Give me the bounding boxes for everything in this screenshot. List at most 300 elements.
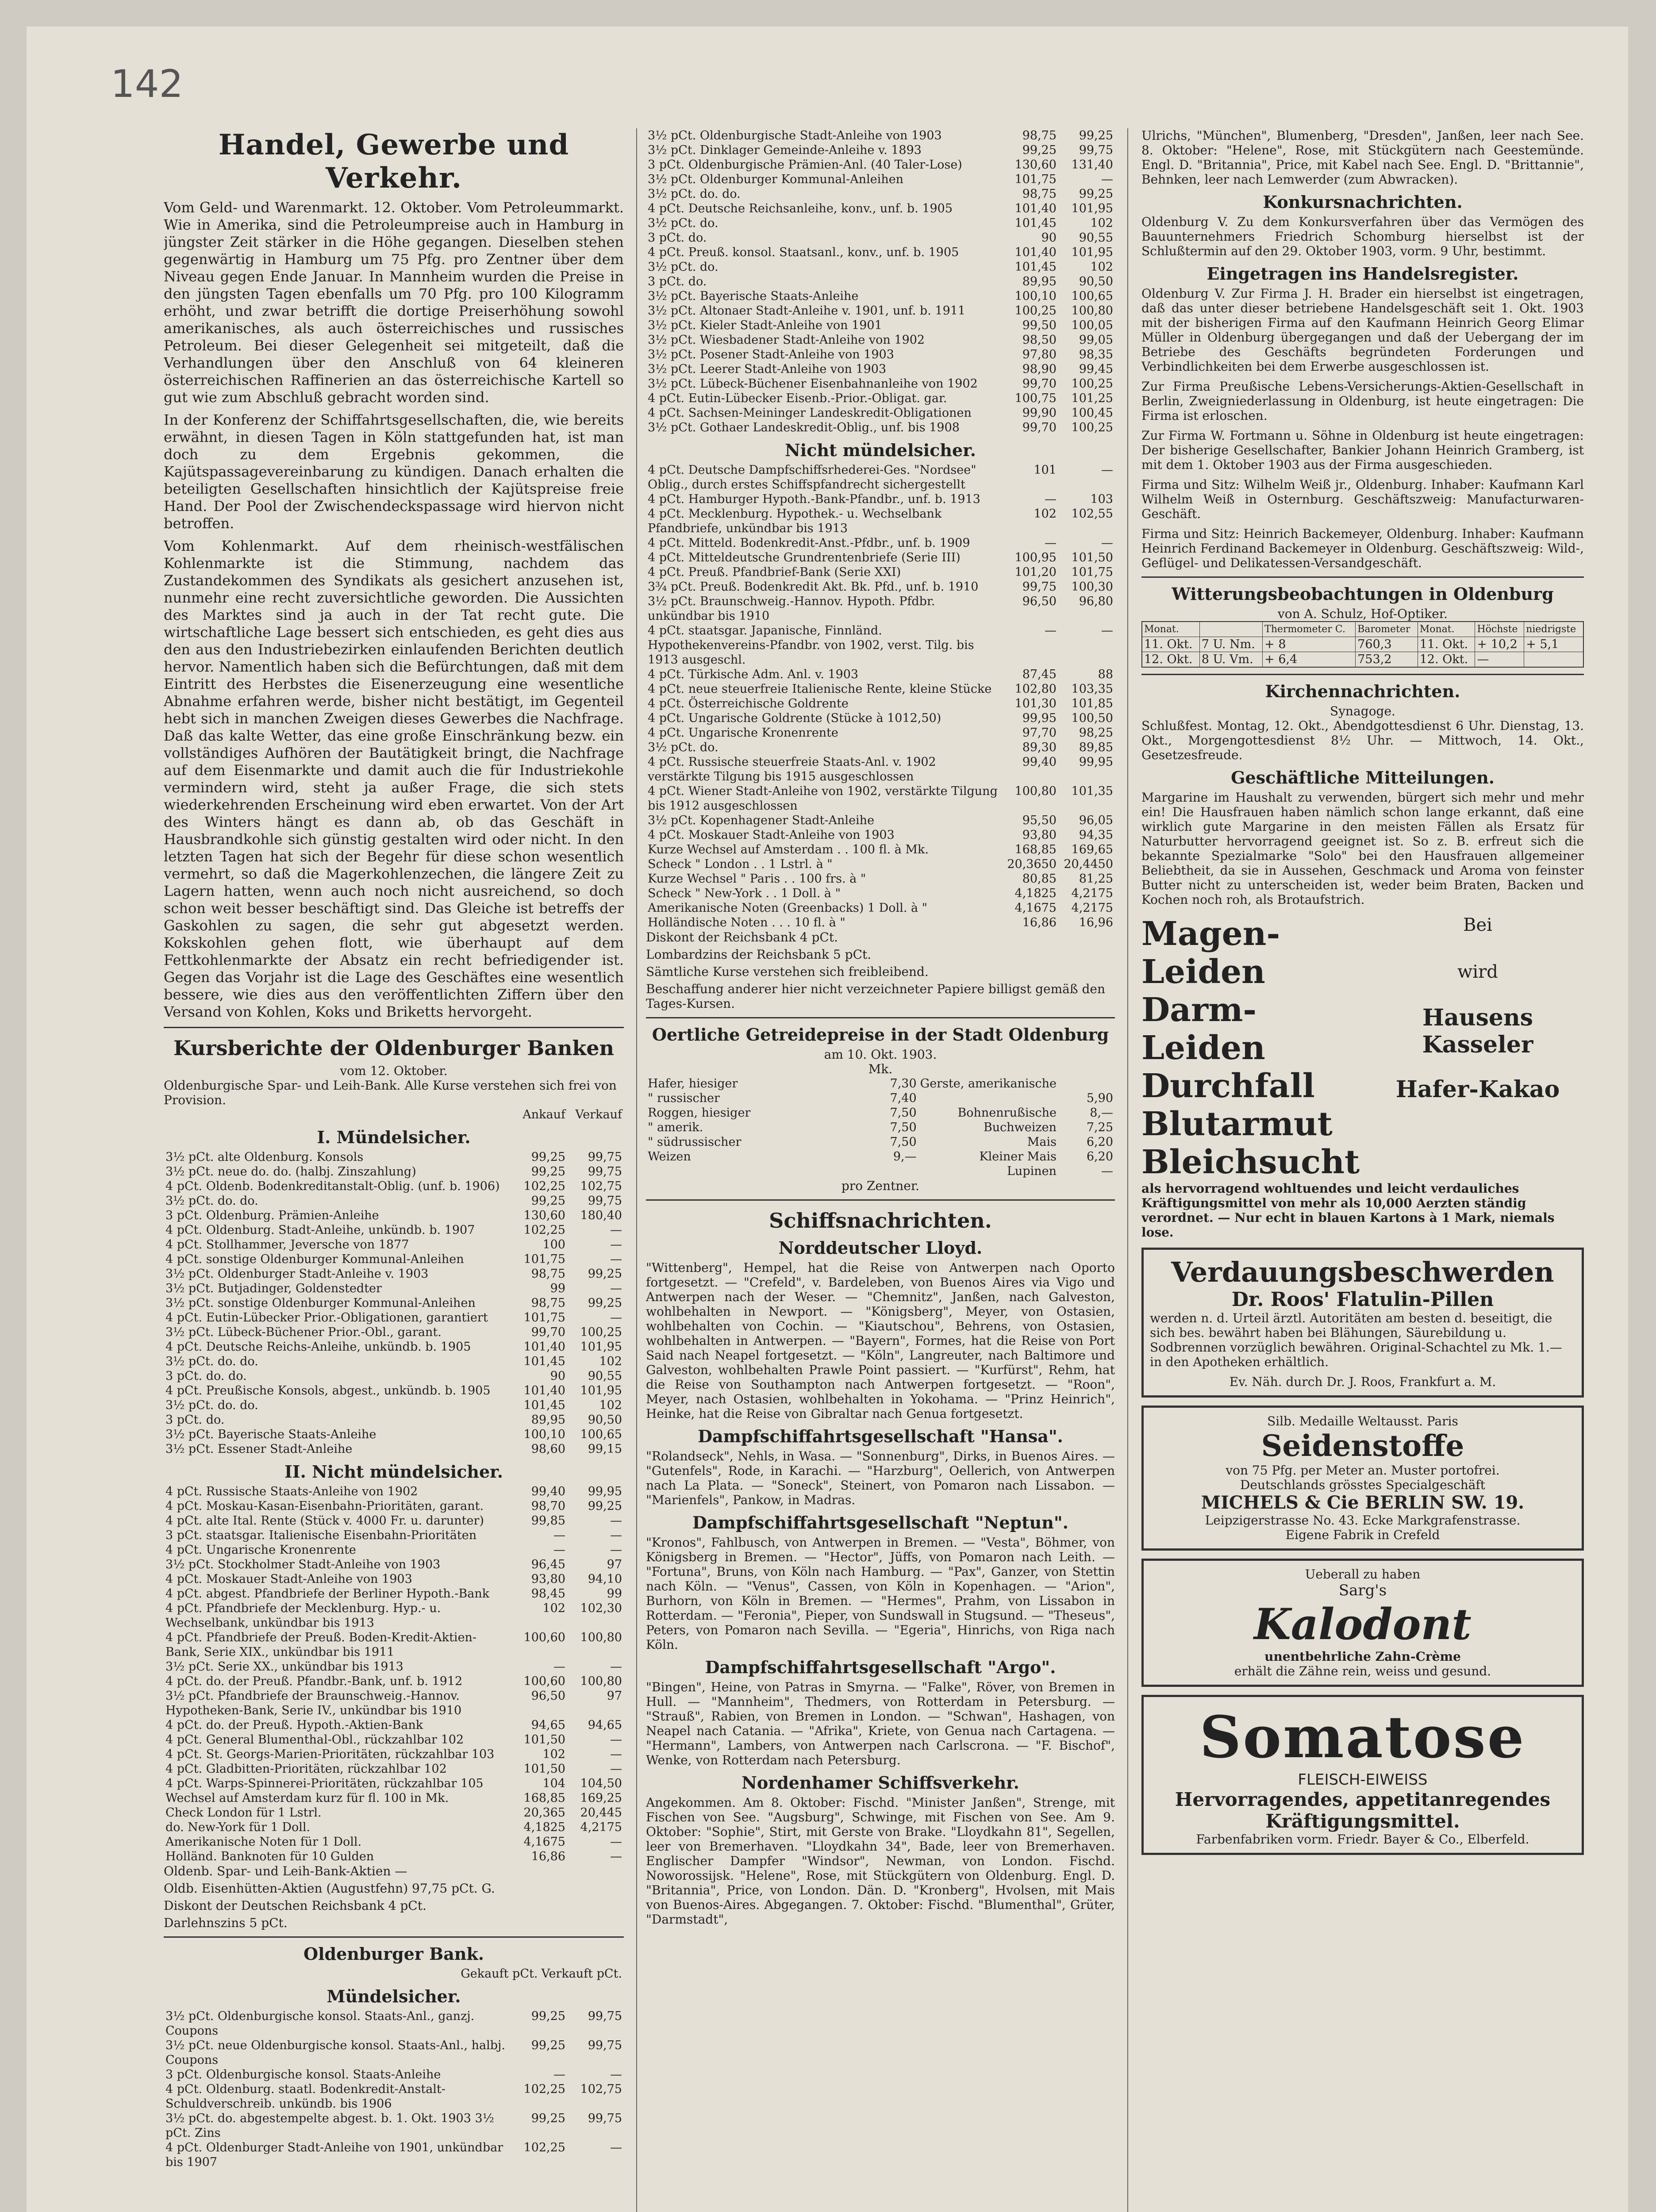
row-value: 100,80: [580, 1674, 622, 1688]
table-row: [164, 1398, 624, 1413]
table-row: [646, 1149, 1115, 1164]
row-label: 3½ pCt. Leerer Stadt-Anleihe von 1903: [648, 362, 887, 376]
row-label: 3½ pCt. Posener Stadt-Anleihe von 1903: [648, 348, 894, 361]
row-label: 4 pCt. General Blumenthal-Obl., rückzahlbar 102: [165, 1733, 464, 1747]
ad-flatulin: [1141, 1248, 1584, 1398]
row-label: 4 pCt. Moskau-Kasan-Eisenbahn-Prioritäten, garant.: [165, 1499, 484, 1513]
weather-row: [1142, 652, 1583, 668]
row-value: 6,20: [1086, 1135, 1113, 1149]
row-label: 3½ pCt. Gothaer Landeskredit-Oblig., unf. bis 1908: [648, 421, 960, 434]
kurs-section: I. Mündelsicher.: [317, 1127, 471, 1147]
divider: [646, 1017, 1115, 1018]
ad1-disease: Bleichsucht: [1141, 1143, 1360, 1181]
ad3-price: von 75 Pfg. per Meter an. Muster portofrei.: [1226, 1463, 1500, 1478]
weather-cell: —: [1475, 652, 1524, 668]
row-label: 4 pCt. Eutin-Lübecker Eisenb.-Prior.-Obligat. gar.: [648, 392, 947, 405]
row-value: 99,95: [1022, 711, 1057, 725]
row-value: Buchweizen: [983, 1121, 1057, 1134]
row-value: [918, 1091, 1058, 1106]
table-row: [164, 1659, 624, 1674]
row-value: —: [610, 1528, 622, 1542]
table-row: [164, 1499, 624, 1513]
table-row: [646, 318, 1115, 333]
table-row: [646, 303, 1115, 318]
row-value: 99,95: [1079, 755, 1113, 769]
column-1: [164, 128, 624, 2170]
ad5-name: Somatose: [1199, 1703, 1526, 1771]
row-value: [1058, 1076, 1115, 1091]
weather-cell: 11. Okt.: [1418, 637, 1475, 652]
ad4-sargs: Sarg's: [1338, 1582, 1387, 1599]
row-value: 94,65: [588, 1718, 622, 1732]
row-label: Weizen: [648, 1150, 691, 1164]
row-value: 101,40: [523, 1384, 565, 1398]
ad2-title: Verdauungsbeschwerden: [1171, 1256, 1554, 1288]
row-value: 98,75: [531, 1267, 565, 1281]
row-value: 101,50: [523, 1733, 565, 1747]
newspaper-page: [27, 27, 1628, 2212]
table-row: [164, 1208, 624, 1223]
row-value: 93,80: [531, 1572, 565, 1586]
row-label: 4 pCt. St. Georgs-Marien-Prioritäten, rückzahlbar 103: [165, 1747, 495, 1761]
table-row: [164, 2111, 624, 2140]
ship-block-text: "Wittenberg", Hempel, hat die Reise von Antwerpen nach Oporto fortgesetzt. — "Crefeld", v. Bardeleben, von Buenos Aires via Vigo und Antwerpen nach der Weser. — "Chemnitz", Janßen, nach Galveston, wohlbehalten in Newport. — "Königsberg", Meyer, von Ostasien, wohlbehalten von Cochin. — "Kiautschou", Behrens, von Ostasien, wohlbehalten in Antwerpen. — "Bayern", Formes, hat die Reise von Port Said nach Neapel fortgesetzt. — "Köln", Langreuter, nach Baltimore und Galveston, wohlbehalten Prawle Point passiert. — "Kurfürst", Rehm, hat die Reise von Southampton nach Antwerpen fortgesetzt. — "Roon", Meyer, nach Ostasien, wohlbehalten in Yokohama. — "Prinz Heinrich", Heinke, hat die Reise von Gibraltar nach Genua fortgesetzt.: [646, 1260, 1115, 1421]
table-row: [646, 201, 1115, 216]
row-value: —: [553, 2068, 565, 2081]
row-value: 99,25: [531, 2112, 565, 2125]
row-label: 4 pCt. Ungarische Goldrente (Stücke à 1012,50): [648, 711, 941, 725]
row-label: 3½ pCt. Oldenburger Stadt-Anleihe v. 1903: [165, 1267, 429, 1281]
row-value: 98,50: [1022, 333, 1057, 347]
table-row: [646, 143, 1115, 157]
fx-notes: [646, 930, 1115, 1011]
konkurs-title: Konkursnachrichten.: [1263, 192, 1463, 212]
row-value: 20,4450: [1064, 857, 1113, 871]
ad5-sub: FLEISCH-EIWEISS: [1298, 1771, 1428, 1789]
row-label: 3½ pCt. do.: [648, 216, 718, 230]
row-value: 101,45: [523, 1398, 565, 1412]
grain-table: [646, 1076, 1115, 1179]
table-row: [646, 667, 1115, 682]
row-label: 3½ pCt. Kieler Stadt-Anleihe von 1901: [648, 319, 882, 332]
row-value: —: [1045, 624, 1057, 637]
note-line: Oldb. Eisenhütten-Aktien (Augustfehn) 97,75 pCt. G.: [164, 1881, 495, 1896]
row-value: 100,60: [523, 1631, 565, 1644]
row-label: 3 pCt. Oldenburg. Prämien-Anleihe: [165, 1209, 379, 1222]
row-value: 99,25: [1022, 143, 1057, 157]
row-value: 101,95: [1071, 202, 1113, 215]
row-value: 100,05: [1071, 319, 1113, 332]
row-value: 180,40: [580, 1209, 622, 1222]
row-value: 8,—: [1090, 1106, 1113, 1120]
table-row: [164, 1601, 624, 1630]
ad4-top: Ueberall zu haben: [1305, 1567, 1421, 1582]
row-value: 103: [1090, 492, 1113, 506]
weather-cell: + 6,4: [1263, 652, 1356, 668]
row-label: 3½ pCt. do. do.: [165, 1398, 258, 1412]
weather-head: niedrigste: [1524, 622, 1583, 637]
row-value: 101,45: [1014, 216, 1057, 230]
konkurs-text: Oldenburg V. Zu dem Konkursverfahren über das Vermögen des Bauunternehmers Friedrich Schomburg hierselbst ist der Schlußtermin auf den 29. Oktober 1903, vorm. 9 Uhr, bestimmt.: [1141, 215, 1584, 258]
row-value: —: [610, 2141, 622, 2154]
row-value: 98,90: [1022, 362, 1057, 376]
row-value: 100,10: [523, 1428, 565, 1441]
weather-cell: 12. Okt.: [1142, 652, 1199, 668]
table-row: [164, 1413, 624, 1427]
row-label: 4 pCt. Wiener Stadt-Anleihe von 1902, verstärkte Tilgung bis 1912 ausgeschlossen: [648, 784, 998, 813]
page-number: 142: [111, 62, 184, 106]
row-label: 3½ pCt. neue Oldenburgische konsol. Staats-Anl., halbj. Coupons: [165, 2039, 505, 2067]
row-value: 97,70: [1022, 726, 1057, 740]
row-value: 90: [550, 1369, 565, 1383]
handelsreg-title: Eingetragen ins Handelsregister.: [1206, 264, 1519, 284]
table-row: [164, 1674, 624, 1689]
row-value: 130,60: [1014, 158, 1057, 172]
row-label: 4 pCt. Österreichische Goldrente: [648, 697, 849, 710]
row-value: 99,75: [588, 1194, 622, 1208]
row-value: —: [1101, 1164, 1113, 1178]
divider: [1141, 674, 1584, 675]
weather-sub: von A. Schulz, Hof-Optiker.: [1277, 607, 1448, 621]
ad1-disease: Magen-Leiden: [1141, 915, 1280, 991]
note-line: Diskont der Deutschen Reichsbank 4 pCt.: [164, 1898, 426, 1913]
row-value: 20,445: [580, 1806, 622, 1820]
row-label: 3 pCt. do.: [648, 275, 707, 288]
ad4-text1: unentbehrliche Zahn-Crème: [1264, 1649, 1461, 1664]
weather-cell: 760,3: [1356, 637, 1418, 652]
row-value: 168,85: [523, 1791, 565, 1805]
table-row: [646, 128, 1115, 143]
row-value: 99,25: [531, 2009, 565, 2023]
row-value: 100,95: [1014, 551, 1057, 565]
row-value: 101,95: [580, 1384, 622, 1398]
row-label: 4 pCt. Warps-Spinnerei-Prioritäten, rückzahlbar 105: [165, 1777, 484, 1790]
row-value: 88: [1098, 668, 1113, 681]
row-value: 102,75: [580, 2082, 622, 2096]
row-value: 90,50: [588, 1413, 622, 1427]
row-value: 97: [607, 1558, 622, 1571]
row-value: —: [610, 1252, 622, 1266]
divider: [646, 1199, 1115, 1201]
kurs-title: Kursberichte der Oldenburger Banken: [173, 1036, 614, 1060]
table-row: [164, 1572, 624, 1586]
row-value: 99,95: [588, 1485, 622, 1498]
row-value: 99,25: [588, 1499, 622, 1513]
row-value: 99,50: [1022, 319, 1057, 332]
row-value: 99,25: [531, 2039, 565, 2052]
row-label: 3½ pCt. Oldenburgische konsol. Staats-Anl., ganzj. Coupons: [165, 2009, 475, 2038]
row-value: 16,86: [531, 1850, 565, 1863]
table-row: [164, 2038, 624, 2067]
table-row: [646, 813, 1115, 828]
ad3-company: Deutschlands grösstes Specialgeschäft: [1240, 1478, 1486, 1492]
row-label: 4 pCt. Russische Staats-Anleihe von 1902: [165, 1485, 418, 1498]
weather-head: Monat.: [1418, 622, 1475, 637]
row-value: 4,2175: [1071, 887, 1113, 900]
row-value: 20,365: [523, 1806, 565, 1820]
kurs-rows-top: [646, 128, 1115, 435]
note-line: Darlehnszins 5 pCt.: [164, 1916, 288, 1930]
table-row: [164, 1586, 624, 1601]
row-value: 99,25: [588, 1267, 622, 1281]
row-value: —: [610, 1514, 622, 1528]
row-label: 3 pCt. do.: [165, 1413, 225, 1427]
row-label: 4 pCt. do. der Preuß. Hypoth.-Aktien-Bank: [165, 1718, 423, 1732]
row-value: 96,80: [1079, 595, 1113, 608]
row-value: 98,25: [1079, 726, 1113, 740]
table-row: [164, 1150, 624, 1164]
row-label: Kurze Wechsel " Paris . . 100 frs. à ": [648, 872, 866, 886]
table-row: [646, 857, 1115, 872]
table-row: [164, 1252, 624, 1267]
table-row: [164, 1747, 624, 1762]
note-line: Beschaffung anderer hier nicht verzeichneter Papiere billigst gemäß den Tages-Kursen.: [646, 982, 1105, 1011]
row-value: 104,50: [580, 1777, 622, 1790]
row-value: 102: [542, 1747, 565, 1761]
row-value: 5,90: [1086, 1091, 1113, 1105]
row-value: 101,30: [1014, 697, 1057, 710]
col-head: Ankauf: [523, 1108, 565, 1121]
row-label: Hafer, hiesiger: [648, 1077, 738, 1091]
row-value: 101,75: [1014, 173, 1057, 186]
row-value: 102,55: [1071, 507, 1113, 521]
weather-table: [1141, 621, 1584, 668]
column-rule: [636, 128, 637, 2212]
note-line: Lombardzins der Reichsbank 5 pCt.: [646, 947, 872, 962]
row-label: 3½ pCt. do.: [648, 741, 718, 754]
table-row: [164, 1325, 624, 1340]
row-value: 101,40: [1014, 202, 1057, 215]
row-value: —: [610, 1660, 622, 1674]
row-label: 3 pCt. do. do.: [165, 1369, 247, 1383]
table-row: [164, 1267, 624, 1281]
kirchen-text: Schlußfest. Montag, 12. Okt., Abendgottesdienst 6 Uhr. Dienstag, 13. Okt., Morgengottesdienst 8½ Uhr. — Mittwoch, 14. Okt., Gesetzesfreude.: [1141, 718, 1584, 762]
row-value: —: [1101, 463, 1113, 477]
row-value: —: [1101, 624, 1113, 637]
ship-block-head: Norddeutscher Lloyd.: [778, 1238, 983, 1258]
handelsreg-entry: Oldenburg V. Zur Firma J. H. Brader ein hierselbst ist eingetragen, daß das unter dieser betriebene Handelsgeschäft seit 1. Okt. 1903 mit der bisherigen Firma auf den Kaufmann Heinrich Georg Elimar Müller in Oldenburg übergegangen und daß der Uebergang der im Betriebe des Geschäfts begründeten Forderungen und Verbindlichkeiten bei dem Erwerbe ausgeschlossen ist.: [1141, 286, 1584, 374]
divider: [1141, 576, 1584, 578]
table-row: [646, 842, 1115, 857]
table-row: [646, 1076, 1115, 1091]
row-value: 9,—: [893, 1150, 917, 1164]
row-value: 90,55: [1079, 231, 1113, 245]
row-value: 100,25: [1071, 421, 1113, 434]
row-value: 4,1675: [523, 1835, 565, 1849]
grain-unit: Mk.: [868, 1062, 893, 1076]
ad1-disease: Blutarmut: [1141, 1105, 1333, 1143]
row-value: 101,45: [1014, 260, 1057, 274]
table-row: [646, 507, 1115, 536]
row-value: 102,75: [580, 1179, 622, 1193]
table-row: [164, 1427, 624, 1442]
row-value: 4,1675: [1014, 901, 1057, 915]
gesch-title: Geschäftliche Mitteilungen.: [1231, 768, 1495, 787]
row-value: 4,1825: [1014, 887, 1057, 900]
ad-seidenstoffe: [1141, 1406, 1584, 1551]
table-row: [646, 187, 1115, 201]
row-label: 4 pCt. Deutsche Reichsanleihe, konv., unf. b. 1905: [648, 202, 953, 215]
row-value: 94,65: [531, 1718, 565, 1732]
table-row: [646, 755, 1115, 784]
row-value: 7,50: [890, 1135, 917, 1149]
table-row: [164, 1354, 624, 1369]
row-value: 98,60: [531, 1442, 565, 1456]
row-label: 4 pCt. Gladbitten-Prioritäten, rückzahlbar 102: [165, 1762, 447, 1776]
row-value: 89,85: [1079, 741, 1113, 754]
ship-title: Schiffsnachrichten.: [769, 1209, 992, 1233]
table-row: [646, 682, 1115, 696]
row-value: 98,35: [1079, 348, 1113, 361]
row-value: —: [610, 2068, 622, 2081]
row-label: 3¾ pCt. Preuß. Bodenkredit Akt. Bk. Pfd., unf. b. 1910: [648, 580, 979, 594]
table-row: [646, 740, 1115, 755]
row-value: 96,45: [531, 1558, 565, 1571]
table-row: [164, 1484, 624, 1499]
table-row: [164, 1513, 624, 1528]
row-value: 101: [1034, 463, 1057, 477]
table-row: [646, 726, 1115, 740]
row-label: 4 pCt. Deutsche Dampfschiffsrhederei-Ges. "Nordsee" Oblig., durch erstes Schiffspfandrecht sichergestellt: [648, 463, 976, 492]
row-value: 100: [542, 1238, 565, 1252]
kurs-section: Nicht mündelsicher.: [785, 440, 976, 460]
row-label: 4 pCt. staatsgar. Japanische, Finnländ. Hypothekenvereins-Pfandbr. von 1902, verst. Tilg. bis 1913 ausgeschl.: [648, 624, 974, 667]
row-value: 101,40: [523, 1340, 565, 1354]
note-line: Diskont der Reichsbank 4 pCt.: [646, 930, 838, 945]
weather-head: Thermometer C.: [1263, 622, 1356, 637]
row-label: 4 pCt. abgest. Pfandbriefe der Berliner Hypoth.-Bank: [165, 1587, 490, 1601]
row-label: 3½ pCt. Essener Stadt-Anleihe: [165, 1442, 353, 1456]
ad2-text: werden n. d. Urteil ärztl. Autoritäten am besten d. beseitigt, die sich bes. bewährt haben bei Blähungen, Säurebildung u. Sodbrennen vorzüglich bewähren. Original-Schachtel zu Mk. 1.— in den Apotheken erhältlich.: [1150, 1311, 1562, 1369]
table-row: [646, 245, 1115, 260]
row-label: 3 pCt. do.: [648, 231, 707, 245]
row-label: 3½ pCt. Butjadinger, Goldenstedter: [165, 1282, 382, 1295]
ship-block-head: Dampfschiffahrtsgesellschaft "Argo".: [705, 1657, 1056, 1677]
row-value: 99,90: [1022, 406, 1057, 420]
table-row: [164, 1557, 624, 1572]
kurs-rows-fx: [646, 842, 1115, 930]
row-value: 102,30: [580, 1601, 622, 1615]
table-row: [646, 362, 1115, 376]
row-value: 130,60: [523, 1209, 565, 1222]
row-value: 102: [1090, 260, 1113, 274]
table-row: [646, 784, 1115, 813]
table-row: [646, 550, 1115, 565]
kurs-rows-1: [164, 1150, 624, 1456]
row-label: 3½ pCt. Oldenburgische Stadt-Anleihe von 1903: [648, 129, 942, 142]
row-label: Kurze Wechsel auf Amsterdam . . 100 fl. à Mk.: [648, 843, 929, 856]
table-row: [164, 1689, 624, 1718]
row-value: —: [610, 1238, 622, 1252]
table-row: [646, 1120, 1115, 1135]
row-value: 99,25: [531, 1194, 565, 1208]
row-value: 100,65: [1071, 289, 1113, 303]
row-label: 3½ pCt. sonstige Oldenburger Kommunal-Anleihen: [165, 1296, 476, 1310]
table-row: [646, 915, 1115, 930]
row-value: 101,50: [523, 1762, 565, 1776]
row-value: 90,55: [588, 1369, 622, 1383]
kurs-rows-2: [164, 1484, 624, 1864]
row-value: [862, 1164, 918, 1179]
row-label: 3½ pCt. do. do.: [165, 1355, 258, 1368]
row-label: " russischer: [648, 1091, 720, 1105]
row-value: 101,50: [1071, 551, 1113, 565]
row-value: 98,70: [531, 1499, 565, 1513]
table-row: [164, 1791, 624, 1805]
table-row: [646, 1135, 1115, 1149]
row-value: 100,80: [1014, 784, 1057, 798]
table-row: [164, 1442, 624, 1456]
ad4-text2: erhält die Zähne rein, weiss und gesund.: [1234, 1664, 1491, 1678]
row-value: 100,80: [1071, 304, 1113, 318]
table-row: [646, 376, 1115, 391]
row-label: 3½ pCt. Lübeck-Büchener Eisenbahnanleihe von 1902: [648, 377, 978, 391]
row-value: 7,40: [890, 1091, 917, 1105]
row-value: 100,25: [580, 1325, 622, 1339]
row-label: 3½ pCt. Dinklager Gemeinde-Anleihe v. 1893: [648, 143, 922, 157]
table-row: [646, 391, 1115, 406]
row-value: 102: [1090, 216, 1113, 230]
row-label: 4 pCt. Oldenburg. Stadt-Anleihe, unkündb. b. 1907: [165, 1223, 475, 1237]
table-row: [646, 1091, 1115, 1106]
row-value: 4,2175: [1071, 901, 1113, 915]
row-value: 99,25: [1079, 187, 1113, 201]
weather-cell: [1524, 652, 1583, 668]
row-label: 4 pCt. Preußische Konsols, abgest., unkündb. b. 1905: [165, 1384, 491, 1398]
row-label: 3½ pCt. Serie XX., unkündbar bis 1913: [165, 1660, 403, 1674]
row-label: 3½ pCt. Kopenhagener Stadt-Anleihe: [648, 814, 875, 827]
row-value: 169,65: [1071, 843, 1113, 856]
row-value: 99: [550, 1282, 565, 1295]
row-value: Bohnenrußische: [957, 1106, 1057, 1120]
table-row: [646, 420, 1115, 435]
weather-head: [1199, 622, 1262, 637]
row-value: 89,95: [1022, 275, 1057, 288]
row-label: 4 pCt. Oldenb. Bodenkreditanstalt-Oblig. (unf. b. 1906): [165, 1179, 500, 1193]
row-value: —: [553, 1543, 565, 1557]
row-value: 98,75: [1022, 187, 1057, 201]
row-label: 3½ pCt. Oldenburger Kommunal-Anleihen: [648, 173, 904, 186]
table-row: [164, 1369, 624, 1383]
ad-hafer-kakao: [1141, 915, 1584, 1240]
row-value: 101,85: [1071, 697, 1113, 710]
row-label: 3½ pCt. Bayerische Staats-Anleihe: [648, 289, 859, 303]
article-paragraph: Vom Kohlenmarkt. Auf dem rheinisch-westfälischen Kohlenmarkte ist die Stimmung, nachdem das Zustandekommen des Syndikats als gesichert anzusehen ist, nunmehr eine recht zuversichtliche geworden. Die Aussichten des Marktes sind ja auch in der Tat recht gute. Die wirtschaftliche Lage bessert sich entschieden, es geht dies aus den aus den Industriebezirken einlaufenden Berichten deutlich hervor. Namentlich haben sich die Befürchtungen, daß mit dem Eintritt des Herbstes die Eisenerzeugung eine wesentliche Abnahme erfahren werde, bisher nicht bestätigt, im Gegenteil hebt sich in manchen Zweigen dieses Gewerbes die Nachfrage. Daß das kalte Wetter, das eine große Einschränkung bezw. ein vollständiges Aufhören der Bautätigkeit bringt, die Nachfrage auf dem Eisenmarkte und damit auch die für Industriekohle vermindern wird, steht ja außer Frage, die sich stets wiederkehrenden Erscheinung wird eben erwartet. Von der Art des Winters hängt es dann ab, ob das Geschäft in Hausbrandkohle sich günstig gestalten wird oder nicht. In den letzten Tagen hat sich der Begehr für diese schon wesentlich vermehrt, so daß die Magerkohlenzechen, die längere Zeit zu Lagern hatten, wenn auch noch nicht ausreichend, so doch schon weit besser beschäftigt sind. Das Gleiche ist betreffs der Gaskohlen zu sagen, die sehr gut abgesetzt werden. Kokskohlen gehen flott, wie überhaupt auf dem Fettkohlenmarkte der Absatz ein recht befriedigender ist. Gegen das Vorjahr ist die Lage des Geschäftes eine wesentlich bessere, wie dies aus den veröffentlichten Ziffern über den Versand von Kohlen, Koks und Briketts hervorgeht.: [164, 538, 624, 1020]
row-label: 3½ pCt. Stockholmer Stadt-Anleihe von 1903: [165, 1558, 441, 1571]
row-value: 99,75: [1022, 580, 1057, 594]
row-label: 3 pCt. staatsgar. Italienische Eisenbahn-Prioritäten: [165, 1528, 477, 1542]
row-value: 168,85: [1014, 843, 1057, 856]
row-value: 99,70: [1022, 421, 1057, 434]
column-2: [646, 128, 1115, 1932]
row-value: 100,60: [523, 1674, 565, 1688]
row-value: —: [610, 1733, 622, 1747]
ship-block-head: Dampfschiffahrtsgesellschaft "Hansa".: [698, 1426, 1063, 1446]
row-label: 3½ pCt. neue do. do. (halbj. Zinszahlung): [165, 1165, 416, 1179]
row-value: 99,75: [588, 2112, 622, 2125]
row-value: 102,80: [1014, 682, 1057, 696]
row-label: 3½ pCt. alte Oldenburg. Konsols: [165, 1150, 364, 1164]
row-value: 100,25: [1014, 304, 1057, 318]
row-label: Scheck " London . . 1 Lstrl. à ": [648, 857, 833, 871]
row-value: 104: [542, 1777, 565, 1790]
row-value: —: [610, 1223, 622, 1237]
ship-block-head: Nordenhamer Schiffsverkehr.: [742, 1773, 1019, 1793]
ad1-brand1: Hausens Kasseler: [1422, 1004, 1533, 1058]
row-value: 98,75: [531, 1296, 565, 1310]
table-row: [164, 1237, 624, 1252]
row-value: 102,25: [523, 2082, 565, 2096]
